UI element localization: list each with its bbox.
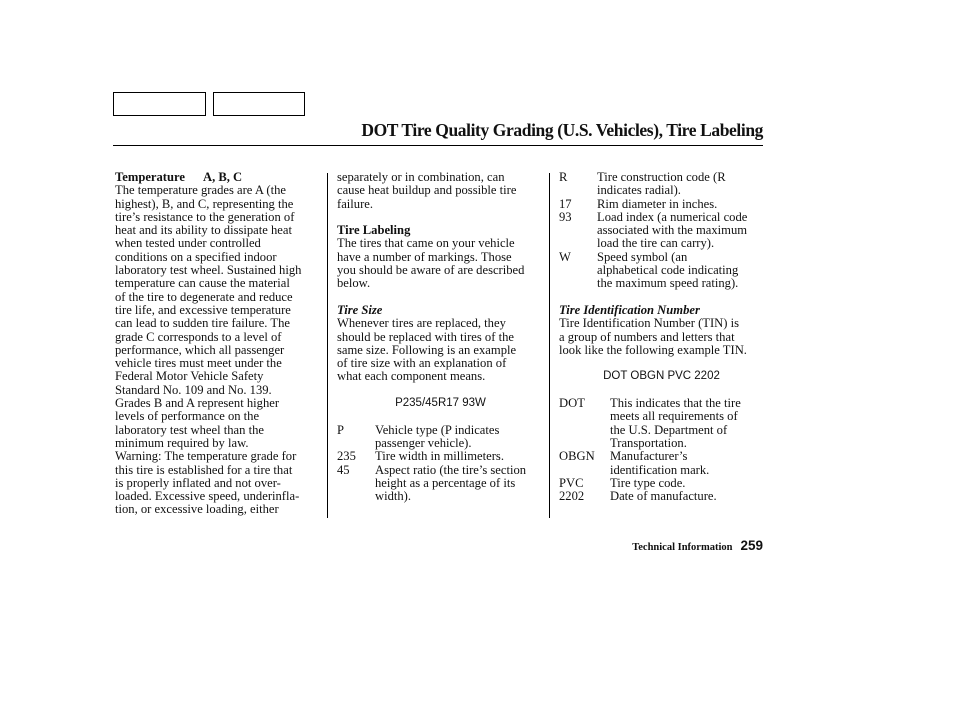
definition-line: Manufacturer’s [610, 449, 688, 464]
text-line: Whenever tires are replaced, they [337, 316, 506, 331]
definition-line: passenger vehicle). [375, 435, 472, 450]
text-line: you should be aware of are described [337, 263, 525, 278]
definition-line: Transportation. [610, 435, 687, 450]
tin-body [559, 317, 764, 357]
definition-line: Tire type code. [610, 475, 686, 490]
definition-key: P [337, 422, 345, 437]
definition-key: 17 [559, 196, 572, 211]
definition-line: Rim diameter in inches. [597, 196, 718, 211]
definition-row [337, 464, 544, 504]
definition-line: width). [375, 489, 412, 504]
page-number: 259 [740, 538, 763, 553]
text-line: tire life, and excessive temperature [115, 302, 291, 317]
definition-row [559, 450, 764, 477]
text-line: is properly inflated and not over- [115, 475, 281, 490]
column-3 [559, 171, 764, 503]
definition-line: alphabetical code indicating [597, 263, 739, 278]
footer-section-name: Technical Information [632, 542, 733, 553]
text-line: heat and its ability to dissipate heat [115, 223, 292, 238]
column-divider-1 [327, 173, 328, 518]
definition-row [559, 211, 764, 251]
text-line: tire’s resistance to the generation of [115, 209, 295, 224]
temperature-heading-label: Temperature [115, 170, 185, 184]
definition-line: indicates radial). [597, 183, 681, 198]
text-line: failure. [337, 196, 374, 211]
column-divider-2 [549, 173, 550, 518]
definition-text [610, 397, 764, 450]
definition-key: 45 [337, 462, 350, 477]
continued-text [337, 171, 544, 211]
definition-line: Vehicle type (P indicates [375, 422, 500, 437]
tin-example: DOT OBGN PVC 2202 [603, 370, 720, 383]
definition-line: This indicates that the tire [610, 396, 741, 411]
definition-line: associated with the maximum [597, 223, 748, 238]
text-line: tion, or excessive loading, either [115, 502, 279, 517]
tin-heading: Tire Identification Number [559, 302, 700, 317]
definition-text [597, 171, 764, 198]
text-line: The temperature grades are A (the [115, 183, 286, 198]
text-line: can lead to sudden tire failure. The [115, 316, 290, 331]
definition-line: load the tire can carry). [597, 236, 715, 251]
text-line: same size. Following is an example [337, 342, 517, 357]
definition-key: 235 [337, 449, 356, 464]
header-tab-box-2 [213, 92, 305, 116]
definition-text [610, 477, 764, 490]
definition-text [375, 464, 544, 504]
definition-text [375, 450, 544, 463]
page-title: DOT Tire Quality Grading (U.S. Vehicles), Tire Labeling [361, 120, 763, 140]
definition-text [597, 198, 764, 211]
definition-key: 93 [559, 209, 572, 224]
text-line: of the tire to degenerate and reduce [115, 289, 293, 304]
definition-line: Load index (a numerical code [597, 209, 748, 224]
definition-line: Tire construction code (R [597, 170, 726, 184]
tire-size-definitions [337, 424, 544, 504]
text-line: temperature can cause the material [115, 276, 290, 291]
definition-key: PVC [559, 475, 584, 490]
text-line: laboratory test wheel. Sustained high [115, 263, 302, 278]
text-line: performance, which all passenger [115, 342, 285, 357]
definition-row [559, 397, 764, 450]
text-line: Standard No. 109 and No. 139. [115, 382, 272, 397]
text-line: loaded. Excessive speed, underinfla- [115, 489, 300, 504]
text-line: cause heat buildup and possible tire [337, 183, 517, 198]
text-line: laboratory test wheel than the [115, 422, 264, 437]
text-line: Tire Identification Number (TIN) is [559, 316, 740, 331]
text-line: levels of performance on the [115, 409, 260, 424]
text-line: of tire size with an explanation of [337, 356, 507, 371]
text-line: this tire is established for a tire that [115, 462, 293, 477]
definition-row [559, 490, 764, 503]
definition-line: the U.S. Department of [610, 422, 728, 437]
definition-key: 2202 [559, 489, 585, 504]
definition-line: meets all requirements of [610, 409, 738, 424]
text-line: below. [337, 276, 371, 291]
definition-text [610, 450, 764, 477]
definition-row [559, 251, 764, 291]
definition-text [610, 490, 764, 503]
text-line: separately or in combination, can [337, 170, 505, 184]
definition-line: height as a percentage of its [375, 475, 516, 490]
header-tab-box-1 [113, 92, 206, 116]
definition-text [597, 211, 764, 251]
text-line: should be replaced with tires of the [337, 329, 514, 344]
definition-line: identification mark. [610, 462, 710, 477]
tire-size-body [337, 317, 544, 383]
definition-row [337, 450, 544, 463]
temperature-heading-grades: A, B, C [202, 170, 243, 184]
page-footer [560, 537, 763, 555]
text-line: when tested under controlled [115, 236, 261, 251]
text-line: what each component means. [337, 369, 486, 384]
text-line: have a number of markings. Those [337, 249, 512, 264]
text-line: minimum required by law. [115, 435, 249, 450]
definition-row [559, 477, 764, 490]
text-line: Federal Motor Vehicle Safety [115, 369, 264, 384]
definition-text [597, 251, 764, 291]
text-line: vehicle tires must meet under the [115, 356, 282, 371]
definition-line: the maximum speed rating). [597, 276, 739, 291]
tire-size-heading: Tire Size [337, 302, 383, 317]
column-1 [115, 171, 321, 517]
tire-labeling-heading: Tire Labeling [337, 223, 411, 238]
temperature-heading [115, 171, 321, 184]
text-line: grade C corresponds to a level of [115, 329, 282, 344]
title-rule [113, 145, 763, 146]
text-line: The tires that came on your vehicle [337, 236, 515, 251]
text-line: look like the following example TIN. [559, 342, 747, 357]
definition-line: Aspect ratio (the tire’s section [375, 462, 527, 477]
definition-key: R [559, 170, 568, 184]
text-line: a group of numbers and letters that [559, 329, 735, 344]
temperature-body [115, 184, 321, 516]
definition-key: DOT [559, 396, 585, 411]
definition-row [559, 171, 764, 198]
tin-definitions [559, 397, 764, 503]
definition-line: Date of manufacture. [610, 489, 717, 504]
definition-line: Speed symbol (an [597, 249, 688, 264]
column-2 [337, 171, 544, 503]
text-line: Warning: The temperature grade for [115, 449, 297, 464]
text-line: highest), B, and C, representing the [115, 196, 294, 211]
text-line: Grades B and A represent higher [115, 396, 280, 411]
definition-row [337, 424, 544, 451]
tire-size-definitions-cont [559, 171, 764, 291]
definition-key: W [559, 249, 571, 264]
definition-text [375, 424, 544, 451]
definition-key: OBGN [559, 449, 595, 464]
text-line: conditions on a specified indoor [115, 249, 277, 264]
tire-size-example: P235/45R17 93W [395, 397, 486, 410]
definition-row [559, 198, 764, 211]
tire-labeling-body [337, 237, 544, 290]
definition-line: Tire width in millimeters. [375, 449, 504, 464]
